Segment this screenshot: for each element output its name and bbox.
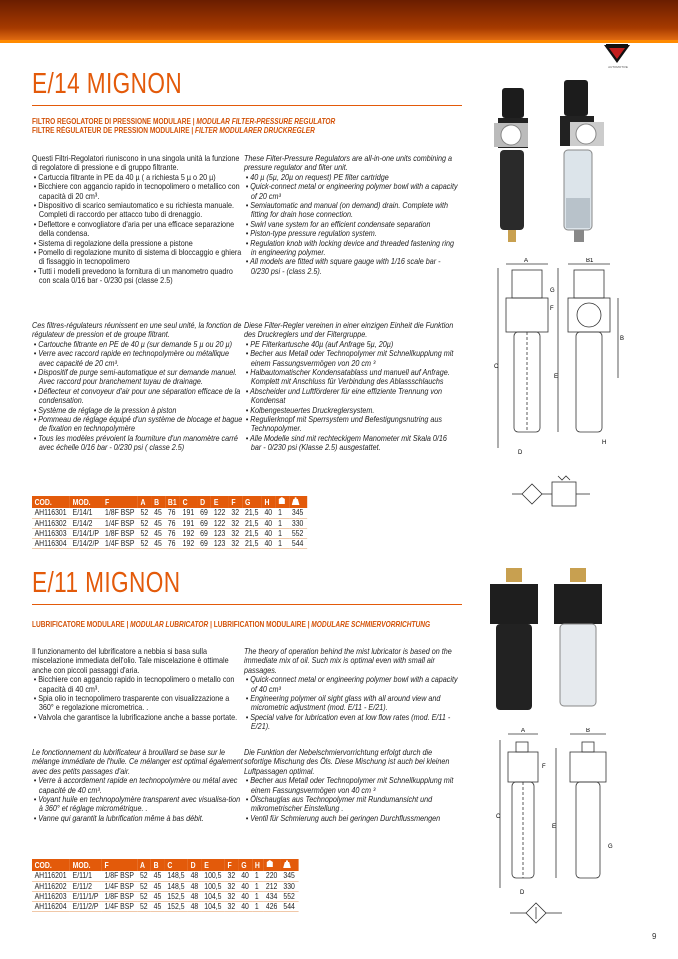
col-header: G — [239, 859, 253, 871]
top-banner — [0, 0, 678, 40]
col-header: A — [137, 859, 151, 871]
col-header: MOD. — [70, 496, 102, 508]
lubricator-drawing — [496, 728, 636, 898]
table-cell: 32 — [229, 508, 243, 518]
dim2-D: D — [520, 890, 525, 896]
table-cell: 52 — [137, 891, 151, 901]
table-cell: 552 — [289, 528, 307, 538]
table-cell: 552 — [281, 891, 299, 901]
table-cell: 220 — [263, 871, 281, 881]
lubricator-photo — [486, 566, 606, 716]
col-header: D — [198, 496, 212, 508]
section-divider — [32, 105, 462, 106]
col-header: B — [151, 859, 165, 871]
text-it-2: Il funzionamento del lubrificatore a nebbia si basa sulla miscelazione immediata dell'olio. Tale miscelazione è ottimale anche con piccoli passaggi d'aria. • Bicchiere con aggancio rapido in tecnopolimero o metallo con capacità di 40 cm³. • Spia olio in tecnopolimero trasparente con visualizzazione a 360° e regolazione micrometrica. . • Valvola che garantisce la lubrificazione anche a basse portate. — [32, 646, 238, 722]
dim2-C: C — [496, 814, 501, 820]
table-cell: 1/4F BSP — [102, 881, 137, 891]
table-cell: 122 — [211, 518, 229, 528]
table-cell: AH116304 — [32, 538, 70, 548]
table-row — [32, 538, 307, 548]
table-cell: 1/4F BSP — [102, 901, 137, 911]
top-accent-line — [0, 40, 678, 43]
dim-G: G — [550, 288, 555, 294]
dim2-F: F — [542, 764, 546, 770]
table-cell: E/14/1 — [70, 508, 102, 518]
dim2-A: A — [521, 728, 526, 734]
table-cell: 40 — [262, 538, 276, 548]
col-header: F — [102, 859, 137, 871]
table-cell: 52 — [137, 881, 151, 891]
lubricator-symbol — [506, 896, 566, 930]
col-header: COD. — [32, 496, 70, 508]
table-row — [32, 901, 298, 911]
table-cell: AH116302 — [32, 518, 70, 528]
table-cell: 52 — [137, 871, 151, 881]
table-cell: 1/8F BSP — [102, 891, 137, 901]
table-cell: 1/4F BSP — [102, 518, 137, 528]
table-cell: 48 — [188, 891, 202, 901]
section-subtitle-3: LUBRIFICATORE MODULARE | MODULAR LUBRICATOR | LUBRIFICATION MODULAIRE | MODULARE SCHMIERVORRICHTUNG — [32, 620, 431, 629]
table-cell: 104,5 — [202, 891, 225, 901]
table-cell: 40 — [262, 528, 276, 538]
table-cell: 40 — [239, 891, 253, 901]
table-cell: E/11/1 — [70, 871, 102, 881]
text-de: Diese Filter-Regler vereinen in einer einzigen Einheit die Funktion des Druckreglers und der Filtergruppe. • PE Filterkartusche 40µ (auf Anfrage 5µ, 20µ) • Becher aus Metall oder Technopolymer mit Schnellkupplung mit einem Fassungsvermögen von 20 cm ³ • Halbautomatischer Kondensatablass und manuell auf Anfrage. Komplett mit Anschluss für Verbindung des Ablassschlauchs • Abscheider und Luftförderer für eine effiziente Trennung von Kondensat • Kolbengesteuertes Druckreglersystem. • Regulierknopf mit Sperrsystem und Befestigungsnutring aus Technopolymer. • Alle Modelle sind mit rechteckigem Manometer mit Skala 0/16 bar - 0/230 psi (Klasse 2.5) ausgestattet. — [244, 320, 454, 453]
table-cell: 76 — [165, 508, 180, 518]
section-subtitle-2: FILTRE RÉGULATEUR DE PRESSION MODULAIRE | FILTER MODULARER DRUCKREGLER — [32, 126, 315, 135]
table-cell: 45 — [152, 528, 166, 538]
table-cell: 148,5 — [165, 871, 188, 881]
table-cell: 191 — [180, 518, 198, 528]
table-row — [32, 508, 307, 518]
col-header: F — [102, 496, 137, 508]
table-cell: 45 — [151, 891, 165, 901]
col-header: G — [242, 496, 261, 508]
pkg-icon — [276, 496, 290, 508]
spec-table-e11 — [32, 859, 298, 912]
table-cell: 1 — [276, 508, 290, 518]
table-cell: 76 — [165, 528, 180, 538]
table-cell: 1 — [276, 518, 290, 528]
pkg-icon — [263, 859, 281, 871]
table-cell: 1/4F BSP — [102, 538, 137, 548]
table-cell: 104,5 — [202, 901, 225, 911]
logo-caption: AUTOMOTIVE — [608, 65, 628, 69]
table-cell: 48 — [188, 881, 202, 891]
table-cell: 69 — [198, 528, 212, 538]
col-header: F — [225, 859, 239, 871]
table-cell: 192 — [180, 528, 198, 538]
col-header: B — [152, 496, 166, 508]
col-header: MOD. — [70, 859, 102, 871]
table-cell: 45 — [151, 881, 165, 891]
table-cell: 32 — [225, 871, 239, 881]
dim-F: F — [550, 306, 554, 312]
table-cell: 32 — [229, 538, 243, 548]
table-cell: 21,5 — [242, 508, 261, 518]
table-cell: 1/8F BSP — [102, 528, 137, 538]
table-cell: 100,5 — [202, 871, 225, 881]
table-cell: AH116201 — [32, 871, 70, 881]
table-cell: 1 — [252, 871, 263, 881]
table-cell: 152,5 — [165, 891, 188, 901]
table-row — [32, 871, 298, 881]
dim-A: A — [524, 258, 529, 264]
filter-regulator-symbol — [508, 470, 594, 518]
table-cell: 192 — [180, 538, 198, 548]
filter-regulator-photo — [492, 78, 610, 248]
brand-logo-icon — [602, 43, 632, 65]
table-cell: 52 — [138, 508, 152, 518]
section-subtitle-1: FILTRO REGOLATORE DI PRESSIONE MODULARE | MODULAR FILTER-PRESSURE REGULATOR — [32, 117, 336, 126]
text-en-2: The theory of operation behind the mist lubricator is based on the immediate mix of oil. Such mix is optimal even with small air passages. • Quick-connect metal or engineering polymer bowl with a capacity of 40 cm³ • Engineering polymer oil sight glass with all around view and micrometric adjustment (mod. E/11 - E/21). • Special valve for lubrication even at low flow rates (mod. E/11 - E/21). — [244, 646, 458, 732]
table-cell: 1 — [252, 891, 263, 901]
col-header: F — [229, 496, 243, 508]
table-cell: 212 — [263, 881, 281, 891]
page-number: 9 — [652, 932, 657, 941]
table-cell: E/11/1/P — [70, 891, 102, 901]
table-cell: 48 — [188, 901, 202, 911]
dim-H: H — [602, 440, 607, 446]
table-row — [32, 528, 307, 538]
table-cell: 426 — [263, 901, 281, 911]
table-cell: 123 — [211, 538, 229, 548]
table-cell: 45 — [152, 538, 166, 548]
dim2-E: E — [552, 824, 557, 830]
table-cell: 1 — [276, 528, 290, 538]
table-cell: 434 — [263, 891, 281, 901]
section-title-e11: E/11 MIGNON — [32, 567, 181, 599]
col-header: B1 — [165, 496, 180, 508]
table-cell: 40 — [262, 518, 276, 528]
table-cell: 1/8F BSP — [102, 508, 137, 518]
table-cell: E/14/2/P — [70, 538, 102, 548]
dim-C: C — [494, 364, 499, 370]
text-fr: Ces filtres-régulateurs réunissent en une seul unité, la fonction de régulateur de pression et de groupe filtrant. • Cartouche filtrante en PE de 40 µ (sur demande 5 µ ou 20 µ) • Verre avec raccord rapide en technopolymère ou métallique avec capacité de 20 cm³. • Dispositif de purge semi-automatique et sur demande manuel. Avec raccord pour branchement tuyau de drainage. • Déflecteur et convoyeur d'air pour une séparation efficace de la condensation. • Système de réglage de la pression à piston • Pommeau de réglage équipé d'un système de blocage et bague de fixation en technopolymère • Tous les modèles prévoient la fourniture d'un manomètre carré avec échelle 0/16 bar - 0/230 psi ( classe 2.5) — [32, 320, 243, 453]
table-cell: 45 — [151, 871, 165, 881]
col-header: E — [202, 859, 225, 871]
section-divider-2 — [32, 604, 462, 605]
dim-B1: B1 — [586, 258, 594, 264]
table-cell: 1 — [252, 901, 263, 911]
dim-D: D — [518, 450, 523, 456]
table-cell: AH116204 — [32, 901, 70, 911]
table-cell: AH116202 — [32, 881, 70, 891]
table-cell: E/11/2/P — [70, 901, 102, 911]
table-cell: 21,5 — [242, 518, 261, 528]
table-cell: 76 — [165, 538, 180, 548]
table-cell: 1 — [276, 538, 290, 548]
table-cell: E/11/2 — [70, 881, 102, 891]
table-cell: 148,5 — [165, 881, 188, 891]
table-cell: 45 — [152, 518, 166, 528]
table-cell: 40 — [239, 871, 253, 881]
table-cell: 52 — [138, 538, 152, 548]
table-cell: 152,5 — [165, 901, 188, 911]
table-cell: 1 — [252, 881, 263, 891]
section-title-e14: E/14 MIGNON — [32, 68, 183, 100]
table-cell: 48 — [188, 871, 202, 881]
table-cell: 45 — [152, 508, 166, 518]
table-cell: 544 — [281, 901, 299, 911]
table-cell: 1/8F BSP — [102, 871, 137, 881]
table-row — [32, 518, 307, 528]
table-cell: 123 — [211, 528, 229, 538]
col-header: H — [262, 496, 276, 508]
table-cell: 40 — [239, 881, 253, 891]
table-cell: 76 — [165, 518, 180, 528]
text-it: Questi Filtri-Regolatori riuniscono in una singola unità la funzione di regolatore di pressione e di gruppo filtrante. • Cartuccia filtrante in PE da 40 µ ( a richiesta 5 µ o 20 µ) • Bicchiere con aggancio rapido in tecnopolimero o metallico con capacità di 20 cm³. • Dispositivo di scarico semiautomatico e su richiesta manuale. Completi di raccordo per attacco tubo di drenaggio. • Deflettore e convogliatore d'aria per una efficace separazione della condensa. • Sistema di regolazione della pressione a pistone • Pomello di regolazione munito di sistema di bloccaggio e ghiera di fissaggio in tecnopolimero • Tutti i modelli prevedono la fornitura di un manometro quadro con scala 0/16 bar - 0/230 psi (classe 2.5) — [32, 153, 242, 286]
dim-E: E — [554, 374, 559, 380]
table-cell: 52 — [138, 528, 152, 538]
table-row — [32, 881, 298, 891]
text-de-2: Die Funktion der Nebelschmiervorrichtung erfolgt durch die sofortige Mischung des Öls. Diese Mischung ist auch bei kleinen Luftpassagen optimal. • Becher aus Metall oder Technopolymer mit Schnellkupplung mit einem Fassungsvermögen von 40 cm ³ • Ölschauglas aus Technopolymer mit Rundumansicht und mikrometrischer Einstellung . • Ventil für Schmierung auch bei geringen Durchflussmengen — [244, 747, 454, 823]
table-cell: 40 — [239, 901, 253, 911]
table-cell: 69 — [198, 508, 212, 518]
table-cell: 191 — [180, 508, 198, 518]
table-cell: 32 — [229, 518, 243, 528]
table-cell: E/14/1/P — [70, 528, 102, 538]
col-header: D — [188, 859, 202, 871]
col-header: A — [138, 496, 152, 508]
table-cell: 330 — [289, 518, 307, 528]
col-header: COD. — [32, 859, 70, 871]
weight-icon — [289, 496, 307, 508]
table-cell: 21,5 — [242, 538, 261, 548]
text-fr-2: Le fonctionnement du lubrificateur à brouillard se base sur le mélange immédiate de l'huile. Ce mélanger est optimal également avec des petits passages d'air. • Verre à accordement rapide en technopolymère ou métal avec capacité de 40 cm³. • Voyant huile en technopolymère transparent avec visualisa-tion à 360° et réglage micrométrique. . • Vanne qui garantit la lubrification même à bas débit. — [32, 747, 243, 823]
table-cell: 345 — [281, 871, 299, 881]
table-cell: 32 — [229, 528, 243, 538]
table-cell: 21,5 — [242, 528, 261, 538]
table-cell: AH116303 — [32, 528, 70, 538]
table-cell: 100,5 — [202, 881, 225, 891]
table-cell: E/14/2 — [70, 518, 102, 528]
filter-regulator-drawing — [494, 258, 644, 468]
text-en: These Filter-Pressure Regulators are all-in-one units combining a pressure regulator and filter unit. • 40 µ (5µ, 20µ on request) PE filter cartridge • Quick-connect metal or engineering polymer bowl with a capacity of 20 cm³ • Semiautomatic and manual (on demand) drain. Complete with fitting for drain hose connection. • Swirl vane system for an efficient condensate separation • Piston-type pressure regulation system. • Regulation knob with locking device and threaded fastening ring in engineering polymer. • All models are fitted with square gauge with 1/16 scale bar - 0/230 psi - (class 2.5). — [244, 153, 458, 276]
table-cell: 52 — [137, 901, 151, 911]
table-cell: 122 — [211, 508, 229, 518]
table-cell: 32 — [225, 901, 239, 911]
table-cell: 69 — [198, 518, 212, 528]
col-header: C — [180, 496, 198, 508]
col-header: H — [252, 859, 263, 871]
table-cell: 32 — [225, 881, 239, 891]
table-cell: AH116203 — [32, 891, 70, 901]
dim-B: B — [620, 336, 625, 342]
table-cell: 345 — [289, 508, 307, 518]
table-cell: 40 — [262, 508, 276, 518]
spec-table-e14 — [32, 496, 307, 549]
table-cell: 330 — [281, 881, 299, 891]
dim2-B: B — [586, 728, 591, 734]
table-cell: 69 — [198, 538, 212, 548]
table-row — [32, 891, 298, 901]
col-header: E — [211, 496, 229, 508]
table-cell: 32 — [225, 891, 239, 901]
table-cell: AH116301 — [32, 508, 70, 518]
col-header: C — [165, 859, 188, 871]
weight-icon — [281, 859, 299, 871]
dim2-G: G — [608, 844, 613, 850]
table-cell: 52 — [138, 518, 152, 528]
table-cell: 544 — [289, 538, 307, 548]
table-cell: 45 — [151, 901, 165, 911]
